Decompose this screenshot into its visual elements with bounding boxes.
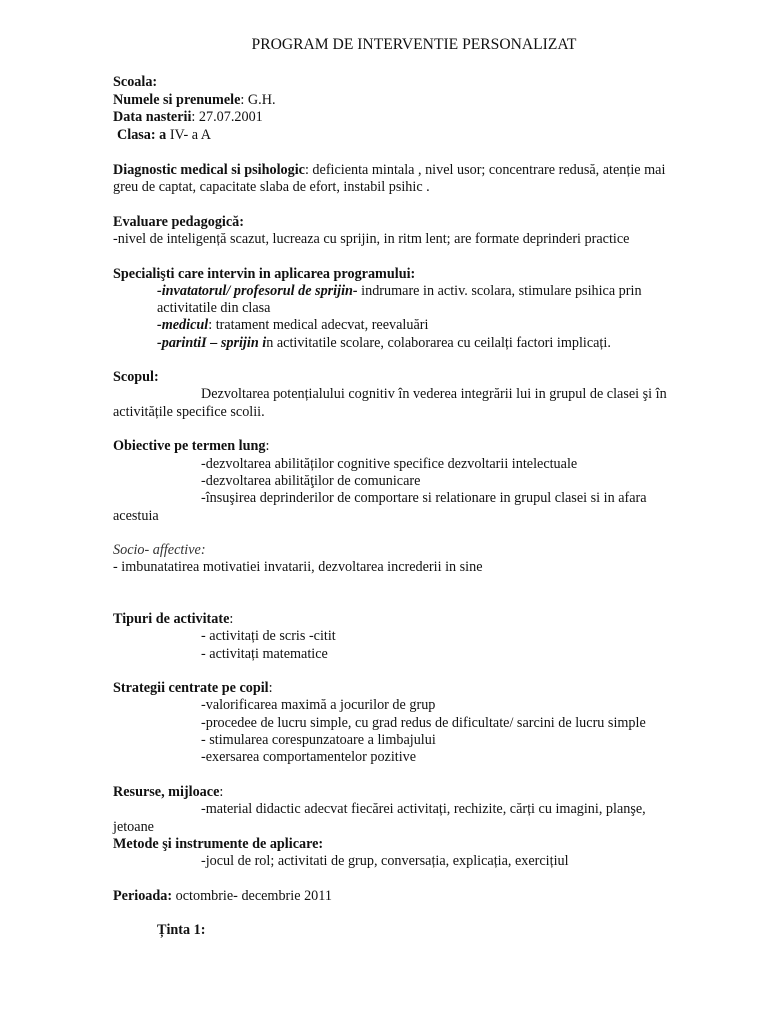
- resurse-heading: [113, 784, 223, 801]
- scopul-line-2: activitățile specifice scolii.: [113, 404, 265, 420]
- evaluare-line-1: -nivel de inteligență scazut, lucreaza cu sprijin, in ritm lent; are formate deprinderi practice: [113, 231, 630, 247]
- strategii-item: -valorificarea maximă a jocurilor de grup: [201, 697, 436, 713]
- socio-label: Socio- affective:: [113, 542, 206, 558]
- perioada-label: Perioada:: [113, 888, 173, 904]
- obiective-item: -dezvoltarea abilităților cognitive specifice dezvoltarii intelectuale: [201, 456, 578, 472]
- document-title: PROGRAM DE INTERVENTIE PERSONALIZAT: [251, 36, 577, 53]
- obiective-item: -dezvoltarea abilităţilor de comunicare: [201, 473, 421, 489]
- evaluare-label: Evaluare pedagogică:: [113, 214, 244, 230]
- scopul-label: Scopul:: [113, 369, 159, 385]
- clasa-label: Clasa: a: [117, 127, 167, 143]
- resurse-colon: :: [219, 784, 224, 800]
- data-nasterii-label: Data nasterii: [113, 109, 192, 125]
- strategii-item: - stimularea corespunzatoare a limbajului: [201, 732, 436, 748]
- perioada-line: [113, 888, 332, 905]
- obiective-continuation: acestuia: [113, 508, 159, 524]
- scopul-line-1: Dezvoltarea potențialului cognitiv în vederea integrării lui in grupul de clasei şi în: [201, 386, 667, 402]
- diagnostic-line-1: [113, 162, 665, 179]
- strategii-item: -exersarea comportamentelor pozitive: [201, 749, 417, 765]
- medic-label: -medicul: [157, 317, 209, 333]
- socio-line-1: - imbunatatirea motivatiei invatarii, dezvoltarea increderii in sine: [113, 559, 483, 575]
- strategii-item: -procedee de lucru simple, cu grad redus de dificultate/ sarcini de lucru simple: [201, 715, 646, 731]
- data-nasterii-line: [113, 109, 263, 126]
- tipuri-label: Tipuri de activitate: [113, 611, 230, 627]
- specialisti-parinti-line: [157, 335, 611, 352]
- specialisti-invatator-line: [157, 283, 642, 300]
- tinta-label: Ținta 1:: [157, 922, 206, 938]
- nume-label: Numele si prenumele: [113, 92, 241, 108]
- resurse-label: Resurse, mijloace: [113, 784, 220, 800]
- scoala-label: Scoala:: [113, 74, 158, 90]
- obiective-label: Obiective pe termen lung: [113, 438, 266, 454]
- strategii-colon: :: [268, 680, 273, 696]
- obiective-heading: [113, 438, 269, 455]
- diagnostic-line-2: greu de captat, capacitate slaba de efort, instabil psihic .: [113, 179, 430, 195]
- clasa-line: [117, 127, 211, 144]
- strategii-label: Strategii centrate pe copil: [113, 680, 269, 696]
- resurse-line-1: -material didactic adecvat fiecărei activitați, rechizite, cărți cu imagini, planşe,: [201, 801, 646, 817]
- strategii-heading: [113, 680, 273, 697]
- specialisti-medic-line: [157, 317, 428, 334]
- data-nasterii-value: : 27.07.2001: [191, 109, 263, 125]
- invatator-text: indrumare in activ. scolara, stimulare psihica prin: [357, 283, 642, 299]
- specialisti-label: Specialişti care intervin in aplicarea programului:: [113, 266, 416, 282]
- parinti-text: n activitatile scolare, colaborarea cu ceilalți factori implicați.: [266, 335, 611, 351]
- diagnostic-text-1: : deficienta mintala , nivel usor; concentrare redusă, atenție mai: [304, 162, 666, 178]
- tipuri-item: - activitați de scris -citit: [201, 628, 336, 644]
- tipuri-colon: :: [229, 611, 234, 627]
- obiective-item: -însuşirea deprinderilor de comportare si relationare in grupul clasei si in afara: [201, 490, 647, 506]
- specialisti-invatator-line-2: activitatile din clasa: [157, 300, 271, 316]
- parinti-label: -parintiI – sprijin i: [157, 335, 267, 351]
- resurse-line-2: jetoane: [113, 819, 154, 835]
- obiective-colon: :: [265, 438, 270, 454]
- medic-text: : tratament medical adecvat, reevaluări: [208, 317, 429, 333]
- perioada-value: octombrie- decembrie 2011: [172, 888, 332, 904]
- invatator-label: -invatatorul/ profesorul de sprijin-: [157, 283, 358, 299]
- diagnostic-label: Diagnostic medical si psihologic: [113, 162, 305, 178]
- metode-label: Metode şi instrumente de aplicare:: [113, 836, 324, 852]
- metode-line-1: -jocul de rol; activitati de grup, conversația, explicația, exercițiul: [201, 853, 569, 869]
- clasa-value: IV- a A: [166, 127, 212, 143]
- nume-line: [113, 92, 276, 109]
- tipuri-item: - activitați matematice: [201, 646, 328, 662]
- tipuri-heading: [113, 611, 233, 628]
- nume-value: : G.H.: [240, 92, 276, 108]
